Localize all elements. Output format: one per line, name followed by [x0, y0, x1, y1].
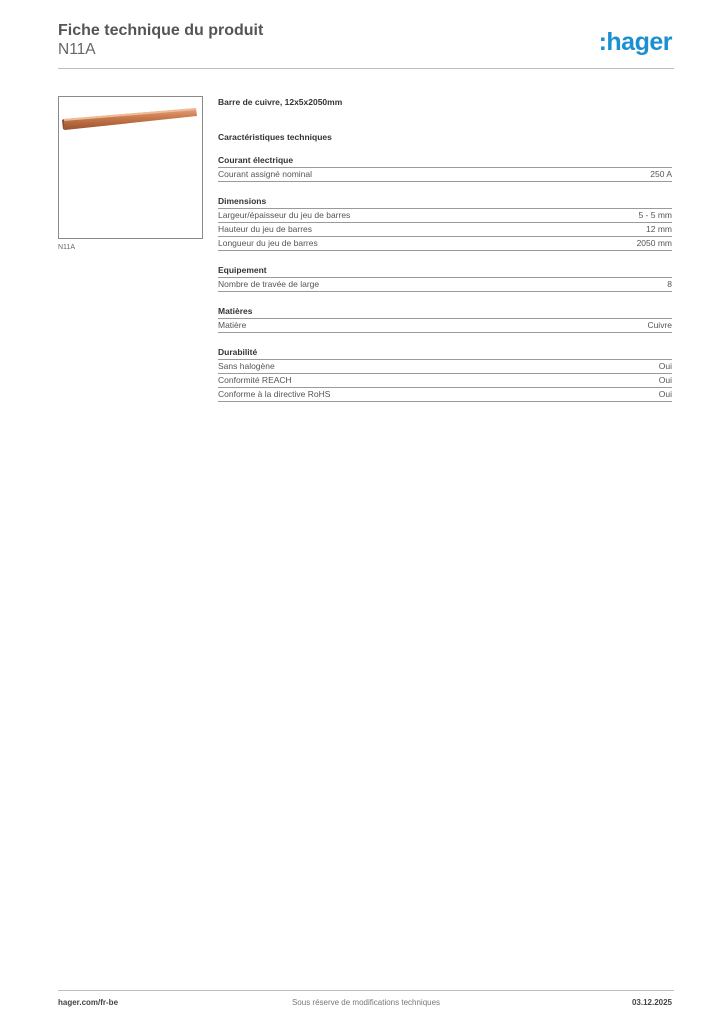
footer-date: 03.12.2025 [631, 998, 672, 1007]
spec-section-title: Caractéristiques techniques [218, 132, 332, 142]
spec-group-title: Dimensions [218, 195, 672, 209]
spec-value: Cuivre [647, 320, 672, 330]
product-image [58, 96, 203, 239]
spec-value: Oui [658, 389, 672, 399]
footer-divider [58, 990, 674, 991]
spec-group [218, 154, 672, 182]
spec-groups [218, 154, 672, 402]
spec-group-title: Courant électrique [218, 154, 672, 168]
spec-label: Courant assigné nominal [218, 169, 313, 179]
footer-disclaimer: Sous réserve de modifications techniques [291, 998, 441, 1007]
spec-label: Largeur/épaisseur du jeu de barres [218, 210, 351, 220]
header-divider [58, 68, 674, 69]
spec-value: Oui [658, 361, 672, 371]
spec-value: 5 - 5 mm [638, 210, 672, 220]
spec-row [218, 374, 672, 388]
spec-value: 250 A [650, 169, 672, 179]
spec-row [218, 388, 672, 402]
spec-label: Nombre de travée de large [218, 279, 320, 289]
product-reference: N11A [58, 41, 96, 58]
spec-label: Conformité REACH [218, 375, 292, 385]
spec-row [218, 319, 672, 333]
spec-group-title: Matières [218, 305, 672, 319]
spec-value: 8 [667, 279, 672, 289]
spec-row [218, 278, 672, 292]
logo-mark: : [598, 28, 607, 56]
spec-content [218, 96, 672, 402]
footer-website: hager.com/fr-be [58, 998, 119, 1007]
spec-value: 12 mm [646, 224, 672, 234]
page-header [58, 20, 674, 68]
spec-row [218, 209, 672, 223]
page-footer [58, 998, 674, 1012]
spec-group [218, 195, 672, 251]
logo-text: hager [606, 28, 672, 56]
spec-label: Matière [218, 320, 247, 330]
spec-label: Sans halogène [218, 361, 275, 371]
spec-label: Conforme à la directive RoHS [218, 389, 331, 399]
hager-logo [599, 28, 672, 56]
copper-bar-image [59, 97, 202, 238]
spec-group [218, 264, 672, 292]
spec-group [218, 305, 672, 333]
spec-value: 2050 mm [636, 238, 672, 248]
image-caption: N11A [58, 244, 75, 251]
spec-group-title: Durabilité [218, 346, 672, 360]
spec-row [218, 360, 672, 374]
spec-label: Hauteur du jeu de barres [218, 224, 313, 234]
page-title: Fiche technique du produit [58, 22, 264, 39]
spec-label: Longueur du jeu de barres [218, 238, 318, 248]
spec-group-title: Equipement [218, 264, 672, 278]
spec-row [218, 237, 672, 251]
spec-value: Oui [658, 375, 672, 385]
spec-row [218, 223, 672, 237]
spec-group [218, 346, 672, 402]
product-description: Barre de cuivre, 12x5x2050mm [218, 97, 343, 107]
spec-row [218, 168, 672, 182]
